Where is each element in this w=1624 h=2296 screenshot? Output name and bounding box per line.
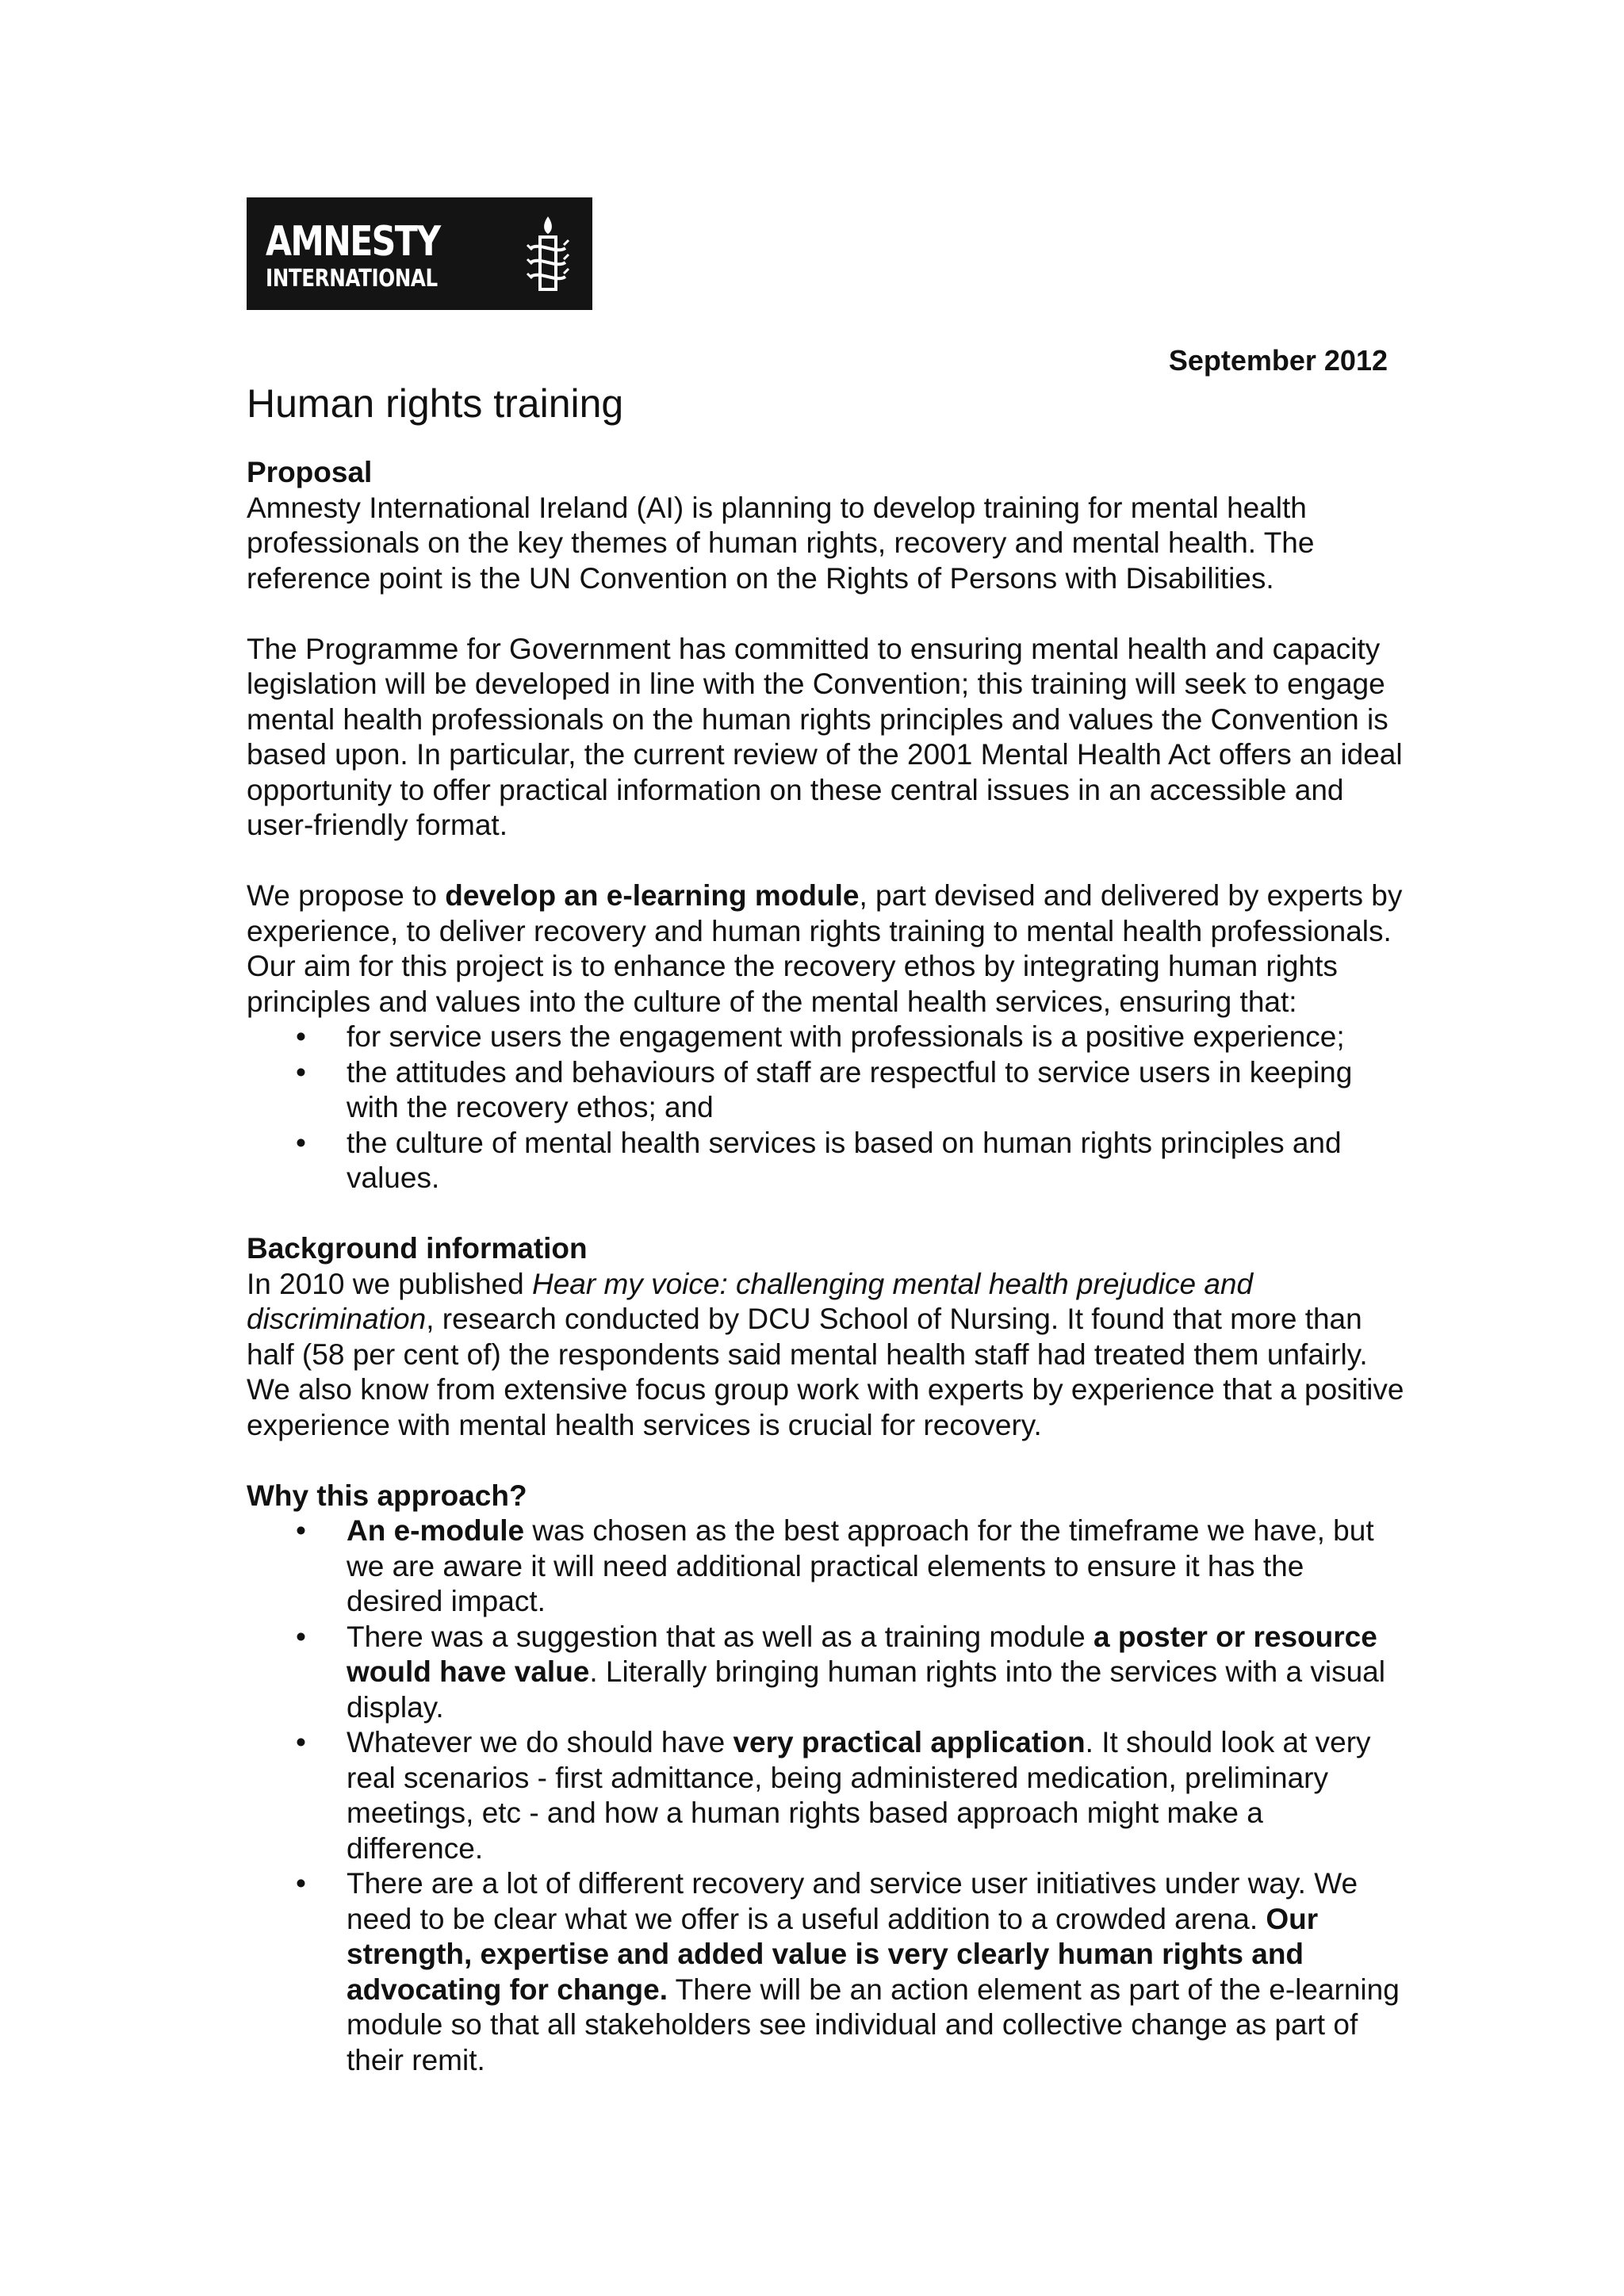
proposal-paragraph-3: We propose to develop an e-learning module, part devised and delivered by experts by experience, to deliver recovery and human rights training to mental health professionals. Our aim for this project is to enhance the recovery ethos by integrating human rights principles and values into the culture of the mental health services, ensuring that:: [247, 879, 1403, 1018]
why-bullet-list: [247, 1513, 1404, 2078]
logo-line-1: AMNESTY: [266, 218, 440, 266]
background-heading: Background information: [247, 1232, 588, 1265]
list-item: • An e-module was chosen as the best approach for the timeframe we have, but we are aware it will need additional practical elements to ensure it has the desired impact.: [247, 1513, 1404, 1620]
proposal-paragraph-2: The Programme for Government has committed to ensuring mental health and capacity legislation will be developed in line with the Convention; this training will seek to engage mental health professionals on the human rights principles and values the Convention is based upon. In particular, the current review of the 2001 Mental Health Act offers an ideal opportunity to offer practical information on these central issues in an accessible and user-friendly format.: [247, 632, 1403, 841]
proposal-paragraph-1: Amnesty International Ireland (AI) is planning to develop training for mental health professionals on the key themes of human rights, recovery and mental health. The reference point is the UN Convention on the Rights of Persons with Disabilities.: [247, 491, 1315, 595]
list-item: • Whatever we do should have very practical application. It should look at very real scenarios - first admittance, being administered medication, preliminary meetings, etc - and how a human rights based approach might make a difference.: [247, 1725, 1404, 1866]
background-paragraph: In 2010 we published Hear my voice: challenging mental health prejudice and discrimination, research conducted by DCU School of Nursing. It found that more than half (58 per cent of) the respondents said mental health staff had treated them unfairly. We also know from extensive focus group work with experts by experience that a positive experience with mental health services is crucial for recovery.: [247, 1267, 1404, 1441]
list-item: • the culture of mental health services is based on human rights principles and values.: [247, 1126, 1404, 1196]
document-title: Human rights training: [247, 381, 624, 426]
why-heading: Why this approach?: [247, 1479, 527, 1512]
logo-wordmark: [266, 218, 478, 293]
proposal-bullet-list: [247, 1020, 1404, 1196]
list-item: • the attitudes and behaviours of staff are respectful to service users in keeping with the recovery ethos; and: [247, 1055, 1404, 1126]
list-item: • There was a suggestion that as well as a training module a poster or resource would have value. Literally bringing human rights into the services with a visual display.: [247, 1620, 1404, 1726]
report-title: Hear my voice: challenging mental health prejudice and discrimination: [247, 1267, 1254, 1335]
document-body: [247, 455, 1404, 2078]
proposal-heading: Proposal: [247, 456, 373, 488]
list-item: • for service users the engagement with professionals is a positive experience;: [247, 1020, 1404, 1055]
logo-line-2: INTERNATIONAL: [266, 265, 438, 293]
amnesty-logo: [247, 197, 592, 310]
list-item: • There are a lot of different recovery and service user initiatives under way. We need to be clear what we offer is a useful addition to a crowded arena. Our strength, expertise and added value is very clearly human rights and advocating for change. There will be an action element as part of the e-learning module so that all stakeholders see individual and collective change as part of their remit.: [247, 1866, 1404, 2078]
emphasis: develop an e-learning module: [445, 879, 860, 912]
document-date: September 2012: [1168, 344, 1388, 377]
candle-barbed-wire-icon: [516, 213, 580, 296]
